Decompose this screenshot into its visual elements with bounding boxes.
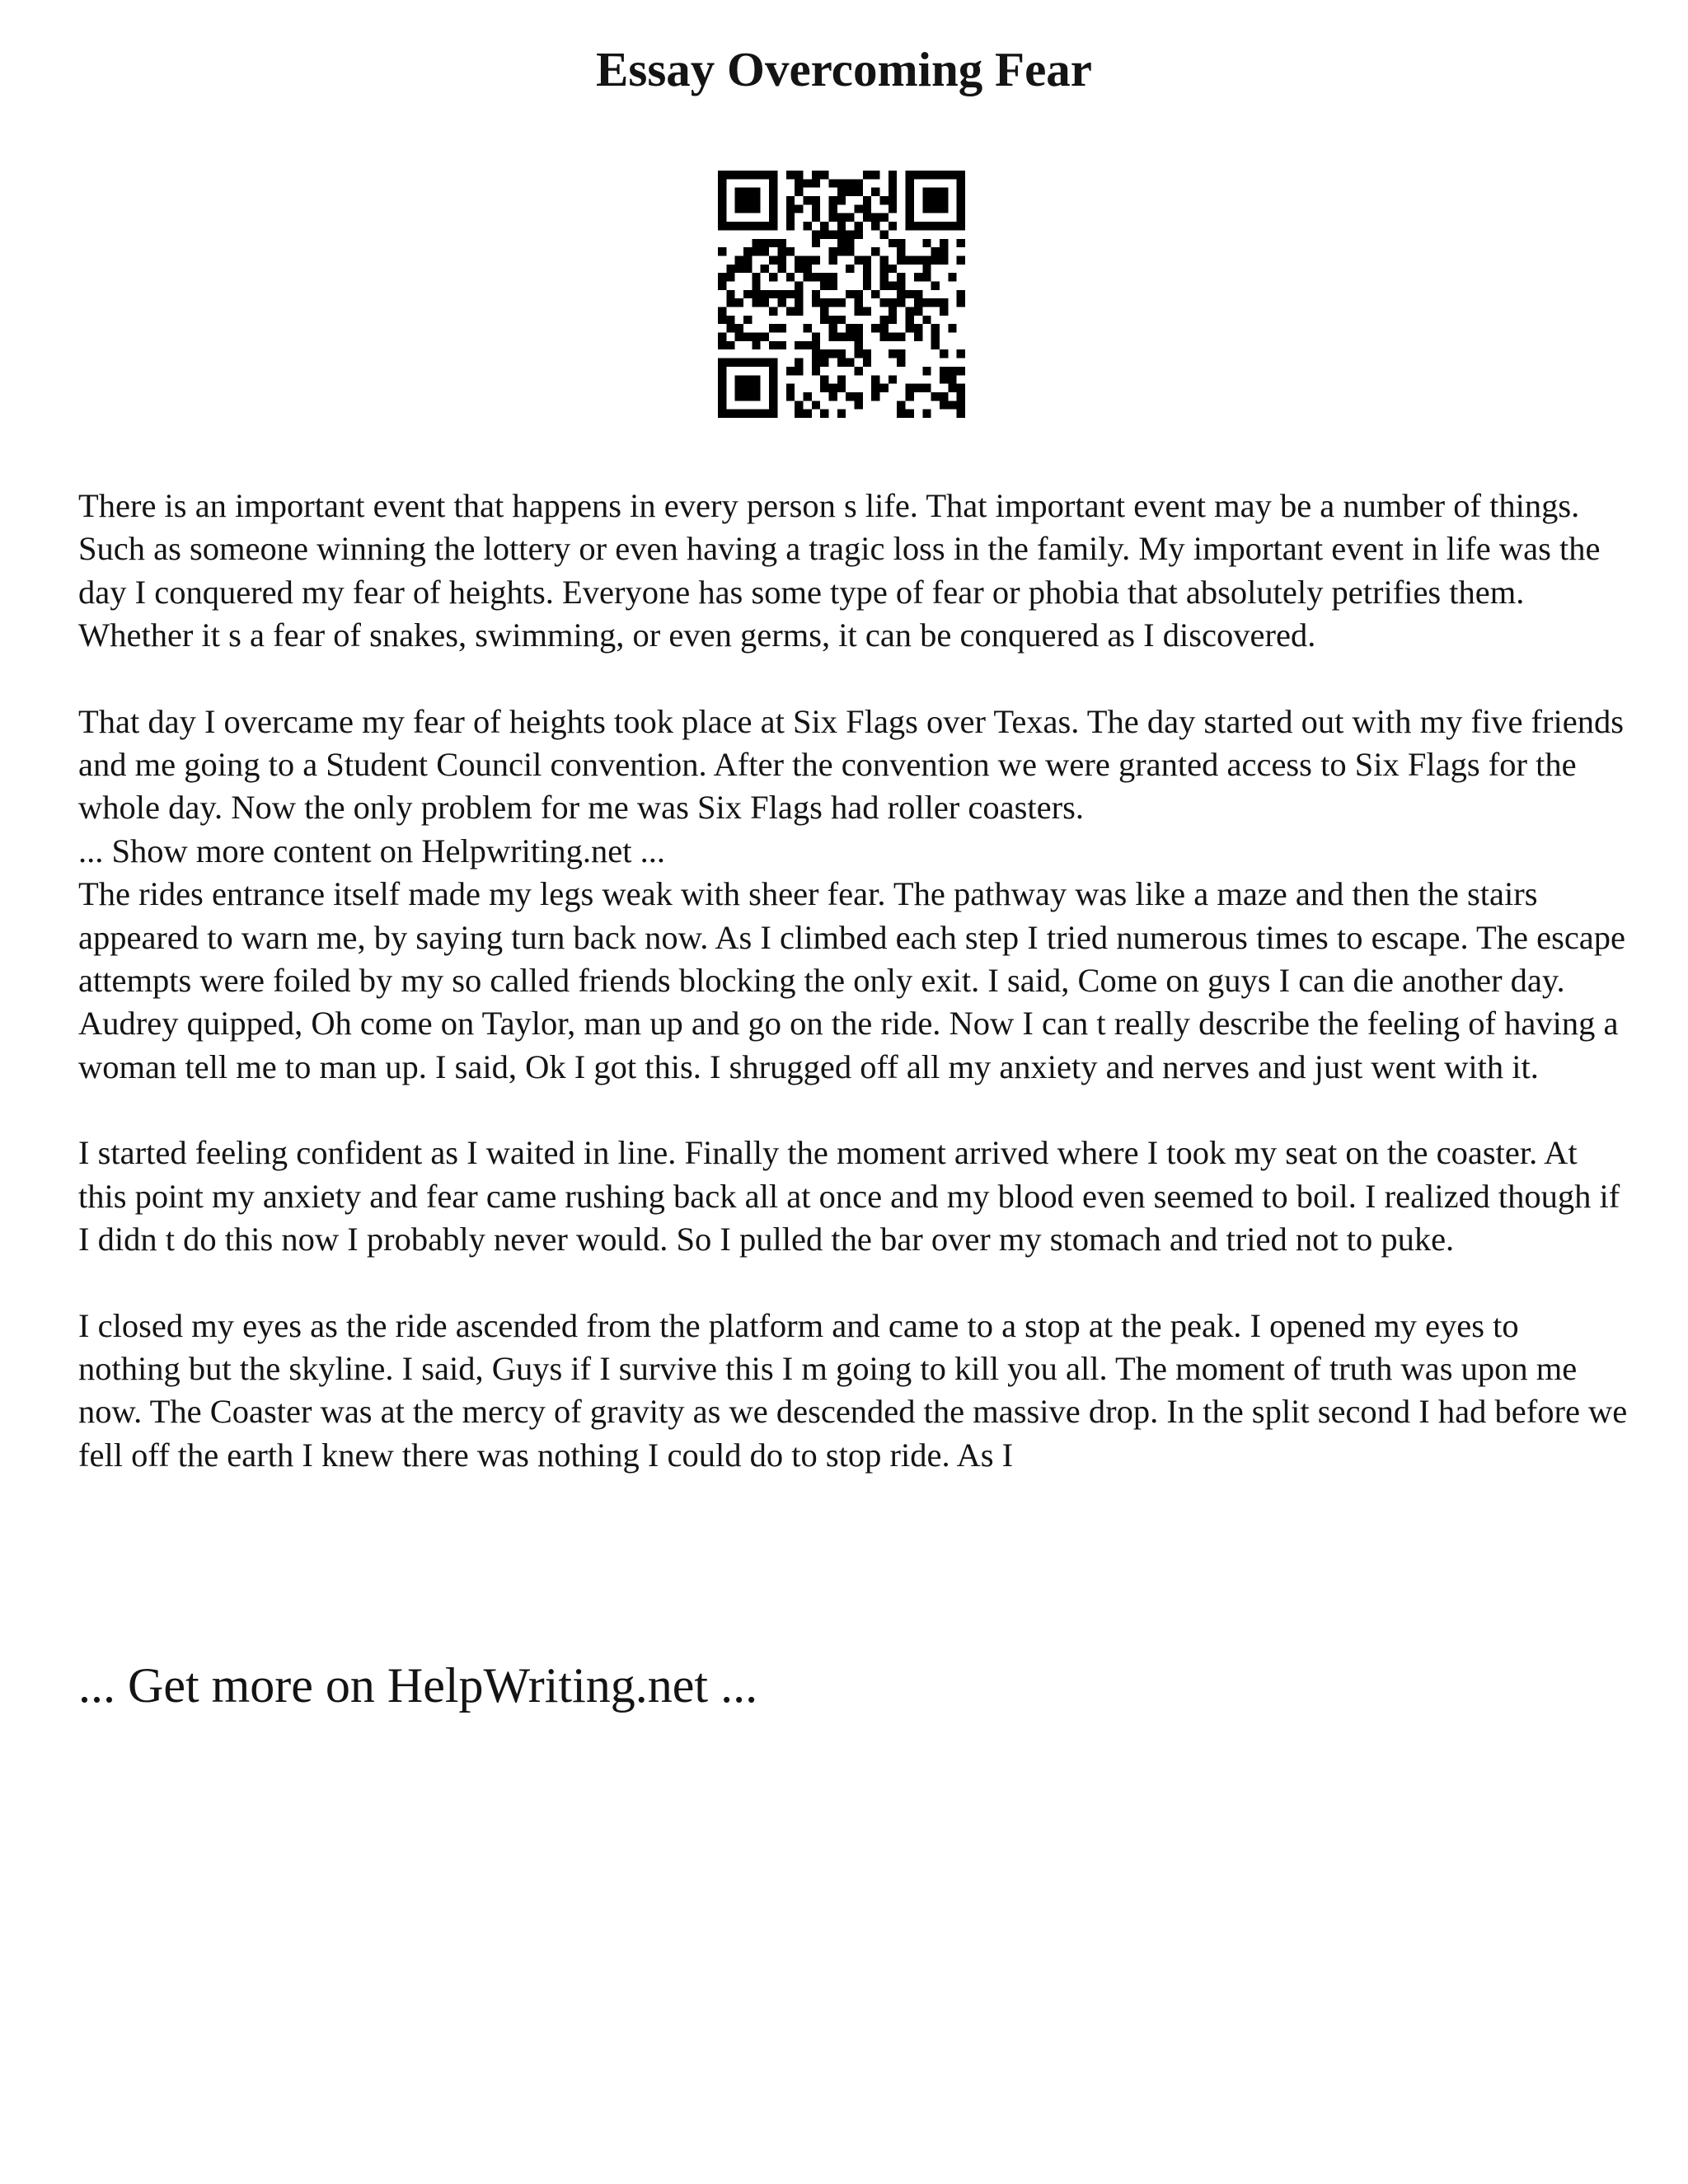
paragraph: The rides entrance itself made my legs weak with sheer fear. The pathway was like a maze and then the stairs appeared to warn me, by saying turn back now. As I climbed each step I tried numerous times to escape. The escape attempts were foiled by my so called friends blocking the only exit. I said, Come on guys I can die another day. Audrey quipped, Oh come on Taylor, man up and go on the ride. Now I can t really describe the feeling of having a woman tell me to man up. I said, Ok I got this. I shrugged off all my anxiety and nerves and just went with it. [78,875,1626,1085]
show-more-link[interactable]: ... Show more content on Helpwriting.net ... [78,832,666,869]
get-more-link[interactable]: ... Get more on HelpWriting.net ... [78,1658,758,1713]
paragraph: That day I overcame my fear of heights took place at Six Flags over Texas. The day started out with my five friends and me going to a Student Council convention. After the convention we were granted access to Six Flags for the whole day. Now the only problem for me was Six Flags had roller coasters. [78,702,1625,827]
qr-code-image [718,171,965,418]
page-title: Essay Overcoming Fear [596,42,1092,96]
essay-body [78,485,1628,1477]
paragraph: There is an important event that happens in every person s life. That important event may be a number of things. Such as someone winning the lottery or even having a tragic loss in the family. My important event in life was the day I conquered my fear of heights. Everyone has some type of fear or phobia that absolutely petrifies them. Whether it s a fear of snakes, swimming, or even germs, it can be conquered as I discovered. [78,487,1601,654]
paragraph: I closed my eyes as the ride ascended from the platform and came to a stop at the peak. I opened my eyes to nothing but the skyline. I said, Guys if I survive this I m going to kill you all. The moment of truth was upon me now. The Coaster was at the mercy of gravity as we descended the massive drop. In the split second I had before we fell off the earth I knew there was nothing I could do to stop ride. As I [78,1306,1628,1474]
paragraph: I started feeling confident as I waited in line. Finally the moment arrived where I took my seat on the coaster. At this point my anxiety and fear came rushing back all at once and my blood even seemed to boil. I realized though if I didn t do this now I probably never would. So I pulled the bar over my stomach and tried not to puke. [78,1134,1620,1258]
